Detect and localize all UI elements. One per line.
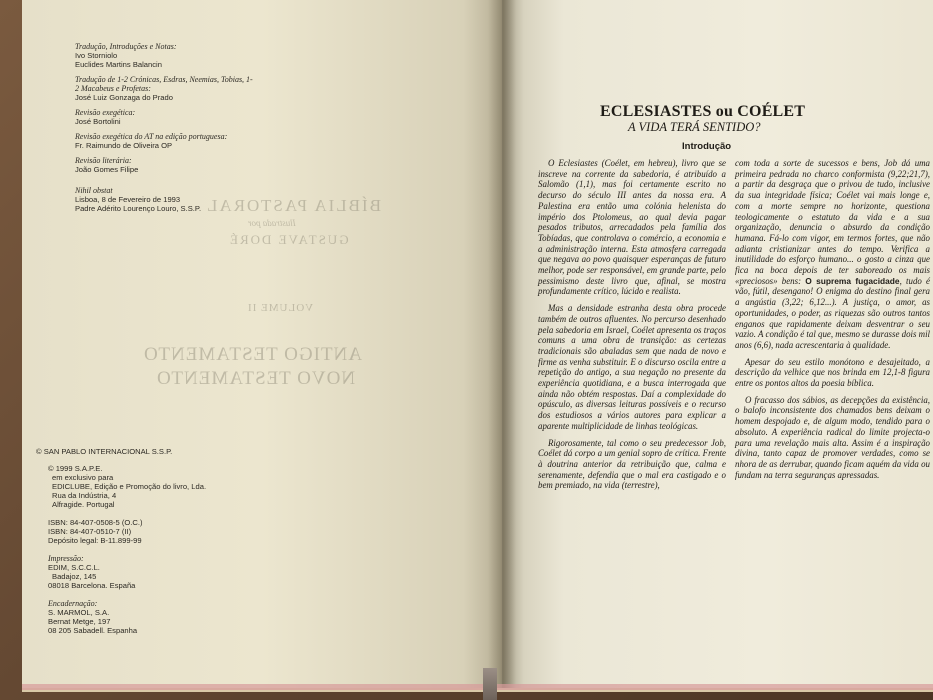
publisher-line: © 1999 S.A.P.E. <box>48 464 103 473</box>
printing-heading: Impressão: <box>48 554 84 563</box>
section-heading: Introdução <box>682 141 732 152</box>
show-through-illustrated: Ilustrada por <box>248 218 296 228</box>
publisher-block <box>48 464 296 509</box>
credit-line: Euclides Martins Balancin <box>75 60 162 69</box>
credit-heading: Revisão literária: <box>75 156 132 165</box>
bookmark-ribbon <box>483 668 497 700</box>
credit-heading: Nihil obstat <box>75 186 113 195</box>
credit-translation-books <box>75 75 255 102</box>
credit-line: João Gomes Filipe <box>75 165 139 174</box>
paragraph: Rigorosamente, tal como o seu predecessor Job, Coélet dá corpo a um genial sopro de crítica. Frente à doutrina anterior da retribuição que, calma e serenamente, defendia que o mal era castigado e o bem premiado, na vida (terrestre), <box>538 437 726 491</box>
paragraph-text: , tudo é vão, fútil, desengano! O enigma do destino final gera a angústia (3,22; 6,12...). A justiça, o amor, as oportunidades, o poder, as riquezas são outros tantos enganos que rapidamente deixam desventrar o seu vazio. A condição é tal que, mesmo se durasse dois mil anos (6,6), nada acrescentaria à qualidade. <box>735 275 930 350</box>
publisher-line: em exclusivo para <box>52 473 114 482</box>
show-through-title: BÍBLIA PASTORAL <box>205 196 381 215</box>
paragraph: Apesar do seu estilo monótono e desajeitado, a descrição da velhice que nos brinda em 12,1-8 figura entre os pontos altos da poesia bíblica. <box>735 356 930 389</box>
book-subtitle: A VIDA TERÁ SENTIDO? <box>628 120 761 134</box>
text-column-2 <box>735 158 930 486</box>
book-gutter <box>488 0 516 688</box>
binding-line: S. MARMOL, S.A. <box>48 608 110 617</box>
isbn-block <box>48 518 296 545</box>
publisher-line: Rua da Indústria, 4 <box>52 491 117 500</box>
credit-exegetical <box>75 108 275 126</box>
page-edge <box>22 684 933 690</box>
credit-translation <box>75 42 275 69</box>
credit-heading: Revisão exegética: <box>75 108 136 117</box>
binding-line: 08 205 Sabadell. Espanha <box>48 626 138 635</box>
binding-line: Bernat Metge, 197 <box>48 617 111 626</box>
printing-line: Badajoz, 145 <box>52 572 97 581</box>
publisher-line: EDICLUBE, Edição e Promoção do livro, Lda. <box>52 482 207 491</box>
isbn-line: Depósito legal: B-11.899-99 <box>48 536 142 545</box>
credit-line: José Luiz Gonzaga do Prado <box>75 93 173 102</box>
paragraph: O Eclesiastes (Coélet, em hebreu), livro que se inscreve na corrente da sabedoria, é atribuído a Salomão (1,1), mas foi certamente escrito no decurso do século III antes da nossa era. A Palestina era então uma colónia helenista do império dos Ptolomeus, ao qual devia pagar pesados tributos, arrecadados pela família dos Tobíadas, que controlava o comércio, a economia e a administração interna. Esta atmosfera carregada que negava ao povo quaisquer esperanças de futuro melhor, pode ser responsável, em grande parte, pelo pessimismo deste livro que, afinal, se mostra profundamente crítico, lúcido e realista. <box>538 158 726 297</box>
paragraph: Mas a densidade estranha desta obra procede também de outros afluentes. No percurso desenhado pela sabedoria em Israel, Coélet apresenta os traços comuns a uma obra de transição: as certezas tradicionais são abaladas sem que nada de novo e firme as venha substituir. E o discurso oscila entre a repetição do antigo, a sua negação no presente da experiência quotidiana, e a busca interrogada que ainda não obtém respostas. Daí a complexidade do opúsculo, as diversas leituras possíveis e o recurso dos estudiosos a vários autores para explicar a aparente multiplicidade de linhas teológicas. <box>538 303 726 431</box>
credit-line: Padre Adérito Lourenço Louro, S.S.P. <box>75 204 202 213</box>
credit-heading: Tradução de 1-2 Crónicas, Esdras, Neemias, Tobias, 1-2 Macabeus e Profetas: <box>75 75 253 93</box>
credit-exegetical-pt <box>75 132 275 150</box>
publisher-line: Alfragide. Portugal <box>52 500 115 509</box>
binding-block <box>48 599 296 635</box>
credit-line: Lisboa, 8 de Fevereiro de 1993 <box>75 195 181 204</box>
show-through-at: ANTIGO TESTAMENTO <box>143 344 363 365</box>
paragraph <box>735 158 930 351</box>
credit-line: Fr. Raimundo de Oliveira OP <box>75 141 173 150</box>
show-through-nt: NOVO TESTAMENTO <box>156 368 356 389</box>
isbn-line: ISBN: 84-407-0510-7 (II) <box>48 527 132 536</box>
book-title: ECLESIASTES ou COÉLET <box>600 103 806 120</box>
show-through-artist: GUSTAVE DORÉ <box>228 232 349 247</box>
credits-block <box>75 42 275 213</box>
credit-line: José Bortolini <box>75 117 121 126</box>
emphasis-text: O suprema fugacidade <box>805 275 900 286</box>
printing-line: 08018 Barcelona. España <box>48 581 136 590</box>
show-through-volume: VOLUME II <box>247 302 314 314</box>
credit-heading: Revisão exegética do AT na edição portuguesa: <box>75 132 228 141</box>
credit-literary <box>75 156 275 174</box>
paragraph-text: com toda a sorte de sucessos e bens, Job dá uma primeira pedrada no charco conformista (9,22;21,7), a partir da desgraça que o privou de tudo, inclusive da sua integridade física; Coélet vai mais longe e, com a morte sempre no horizonte, questiona teologicamente o estatuto da vida e a sua organização, denuncia o absurdo da condição humana. Fá-lo com vigor, em termos fortes, que não adianta cristianizar antes do tempo. Verifica a inutilidade do esforço humano... o gosto a cinza que fica na boca depois de ter saboreado os mais «preciosos» bens: <box>735 158 930 286</box>
printing-line: EDIM, S.C.C.L. <box>48 563 100 572</box>
credit-line: Ivo Storniolo <box>75 51 118 60</box>
imprint-block <box>36 447 296 635</box>
text-column-1 <box>538 158 726 497</box>
paragraph: O fracasso dos sábios, as decepções da existência, o balofo inconsistente dos chamados bens deixam o homem despojado e, de algum modo, tendido para o absoluto. A experiência radical do limite projecta-o para uma revelação mais alta. Assim é a inspiração divina, tanto capaz de promover verdades, como se nhora de as derrubar, quando ficam aquém da vida ou fundam na terra seguranças apressadas. <box>735 394 930 480</box>
copyright-line: © SAN PABLO INTERNACIONAL S.S.P. <box>36 447 173 456</box>
binding-heading: Encadernação: <box>48 599 98 608</box>
isbn-line: ISBN: 84-407-0508-5 (O.C.) <box>48 518 143 527</box>
credit-heading: Tradução, Introduções e Notas: <box>75 42 177 51</box>
printing-block <box>48 554 296 590</box>
